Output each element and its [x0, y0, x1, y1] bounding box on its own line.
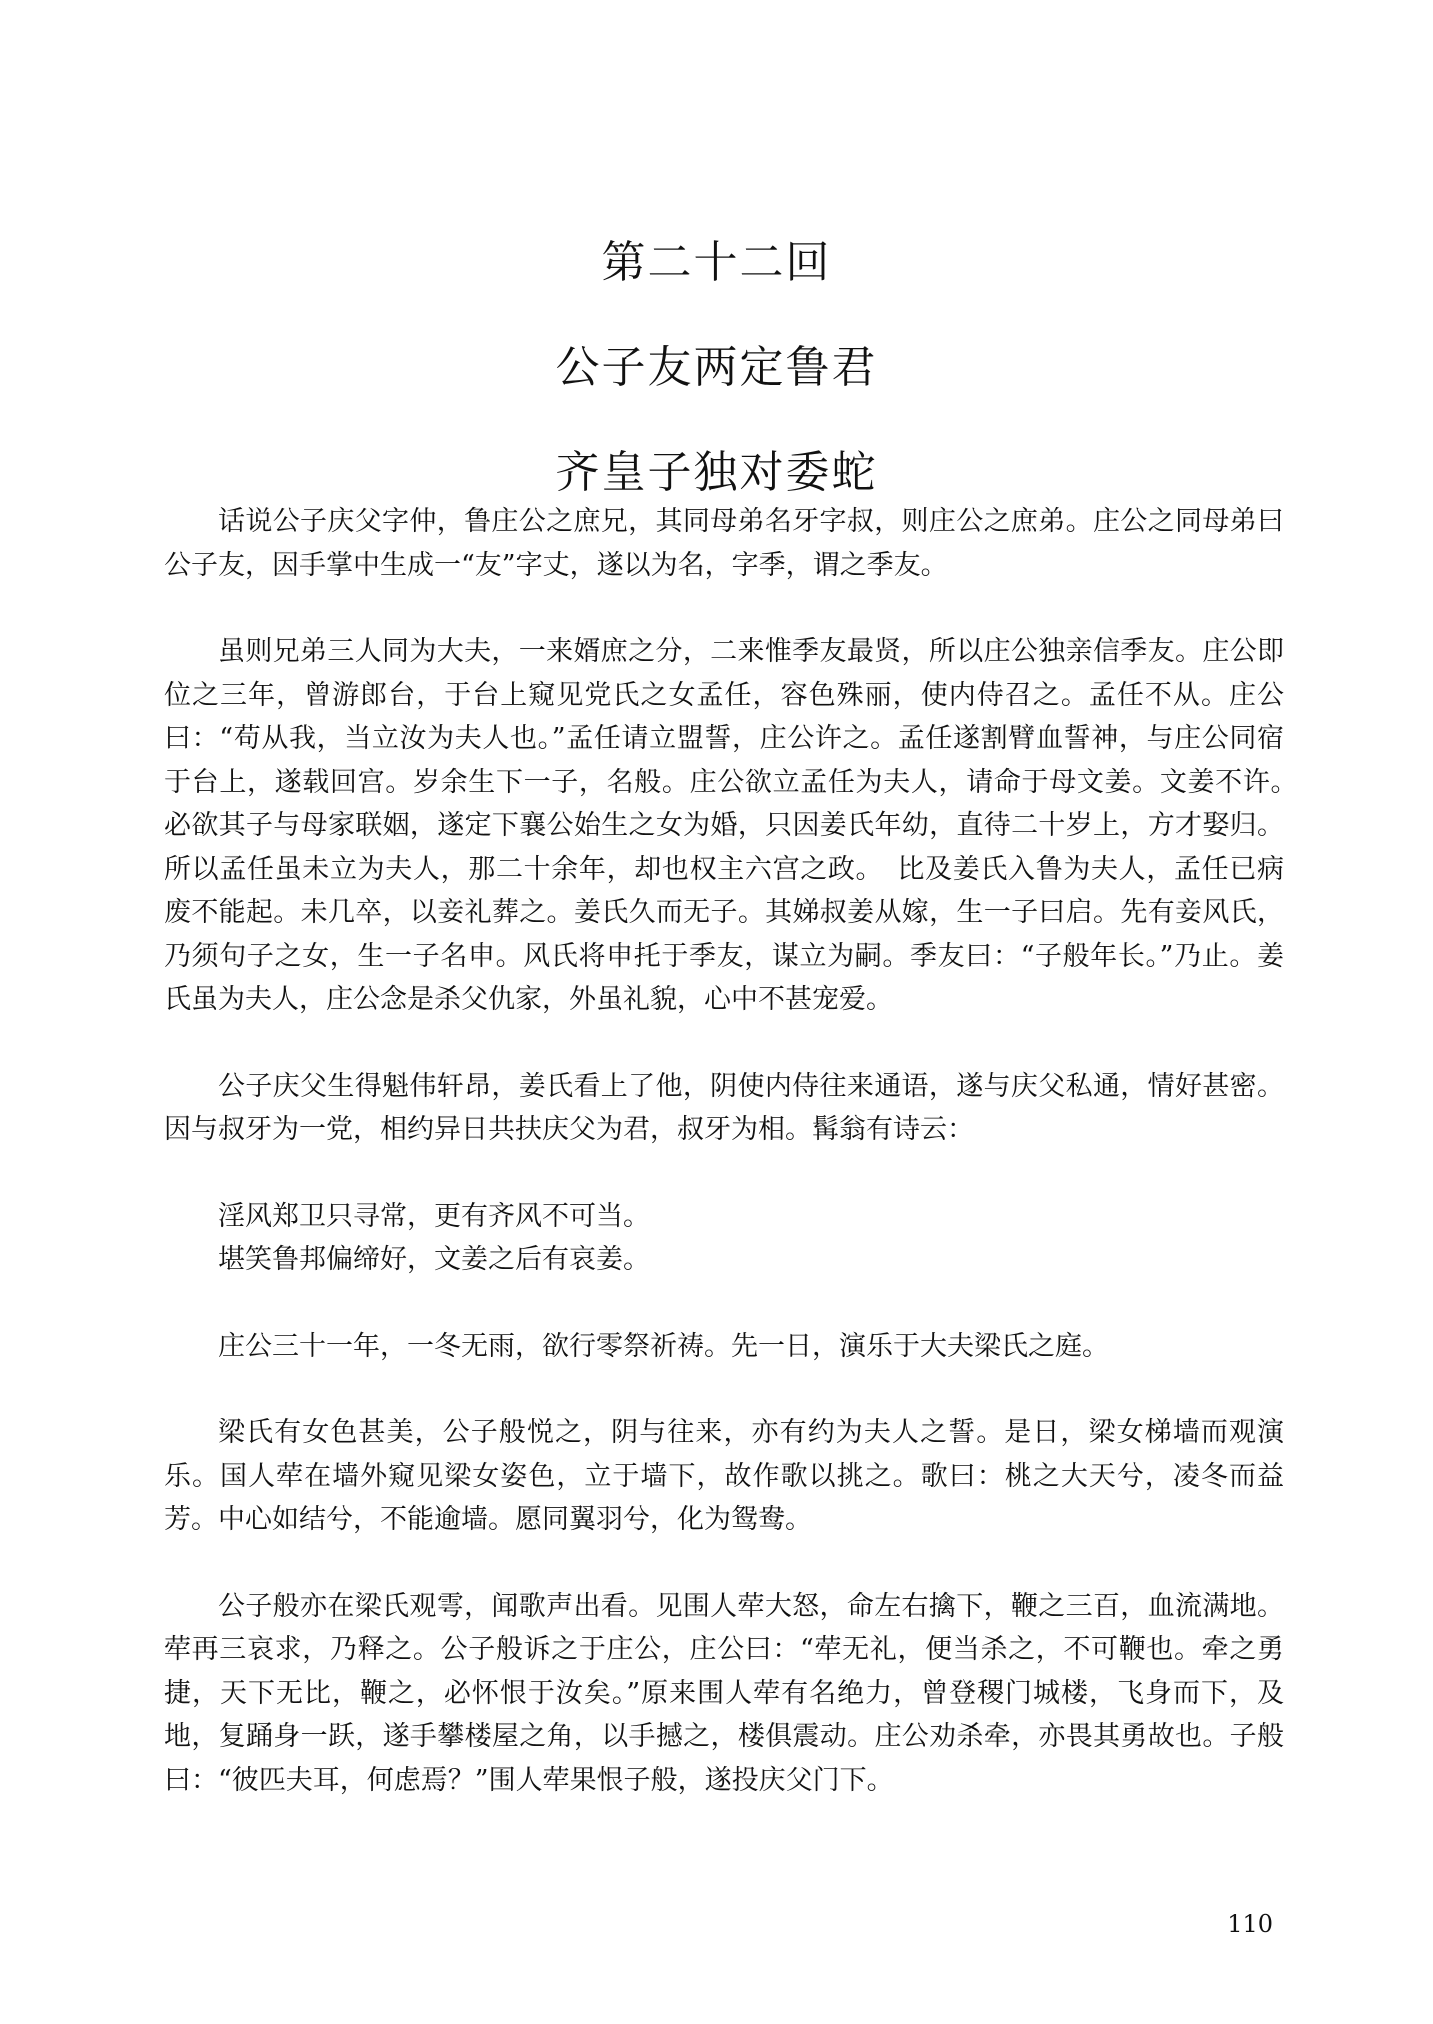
- poem: [164, 1195, 1284, 1282]
- chapter-body: [164, 500, 1311, 1802]
- poem-line: 堪笑鲁邦偏缔好，文姜之后有哀姜。: [218, 1244, 650, 1275]
- chapter-title-line-2: 齐皇子独对委蛇: [555, 447, 878, 498]
- chapter-number: 第二十二回: [601, 237, 832, 288]
- poem-line: 淫风郑卫只寻常，更有齐风不可当。: [218, 1200, 650, 1232]
- paragraph: 虽则兄弟三人同为大夫，一来婿庶之分，二来惟季友最贤，所以庄公独亲信季友。庄公即位之三年，曾游郎台，于台上窥见党氏之女孟任，容色殊丽，使内侍召之。孟任不从。庄公曰：“苟从我，当立汝为夫人也。”孟任请立盟誓，庄公许之。孟任遂割臂血誓神，与庄公同宿于台上，遂载回宫。岁余生下一子，名般。庄公欲立孟任为夫人，请命于母文姜。文姜不许。 必欲其子与母家联姻，遂定下襄公始生之女为婚，只因姜氏年幼，直待二十岁上，方才娶归。所以孟任虽未立为夫人，那二十余年，却也权主六宫之政。 比及姜氏入鲁为夫人，孟任已病废不能起。未几卒，以妾礼葬之。姜氏久而无子。其娣叔姜从嫁，生一子曰启。先有妾风氏，乃须句子之女，生一子名申。风氏将申托于季友，谋立为嗣。季友曰：“子般年长。”乃止。姜氏虽为夫人，庄公念是杀父仇家，外虽礼貌，心中不甚宠爱。: [164, 636, 1311, 1015]
- paragraph: 庄公三十一年，一冬无雨，欲行零祭祈祷。先一日，演乐于大夫梁氏之庭。: [218, 1330, 1109, 1362]
- chapter-title-line-1: 公子友两定鲁君: [555, 342, 878, 393]
- page-number: 110: [1227, 1910, 1273, 1938]
- chapter-heading: [0, 210, 1433, 525]
- paragraph: 话说公子庆父字仲，鲁庄公之庶兄，其同母弟名牙字叔，则庄公之庶弟。庄公之同母弟曰公子友，因手掌中生成一“友”字丈，遂以为名，字季，谓之季友。: [164, 506, 1284, 581]
- paragraph: 梁氏有女色甚美，公子般悦之，阴与往来，亦有约为夫人之誓。是日，梁女梯墙而观演乐。国人荦在墙外窥见梁女姿色，立于墙下，故作歌以挑之。歌曰：桃之大天兮，凌冬而益芳。中心如结兮，不能逾墙。愿同翼羽兮，化为鸳鸯。: [164, 1417, 1284, 1535]
- paragraph: 公子庆父生得魁伟轩昂，姜氏看上了他，阴使内侍往来通语，遂与庆父私通，情好甚密。因与叔牙为一党，相约异日共扶庆父为君，叔牙为相。髯翁有诗云：: [164, 1070, 1284, 1145]
- paragraph: 公子般亦在梁氏观雩，闻歌声出看。见围人荦大怒，命左右擒下，鞭之三百，血流满地。荦再三哀求，乃释之。公子般诉之于庄公，庄公曰：“荦无礼，便当杀之，不可鞭也。牵之勇捷，天下无比，鞭之，必怀恨于汝矣。”原来围人荦有名绝力，曾登稷门城楼，飞身而下，及地，复踊身一跃，遂手攀楼屋之角，以手撼之，楼俱震动。庄公劝杀牵，亦畏其勇故也。子般曰：“彼匹夫耳，何虑焉？”围人荦果恨子般，遂投庆父门下。: [164, 1590, 1284, 1796]
